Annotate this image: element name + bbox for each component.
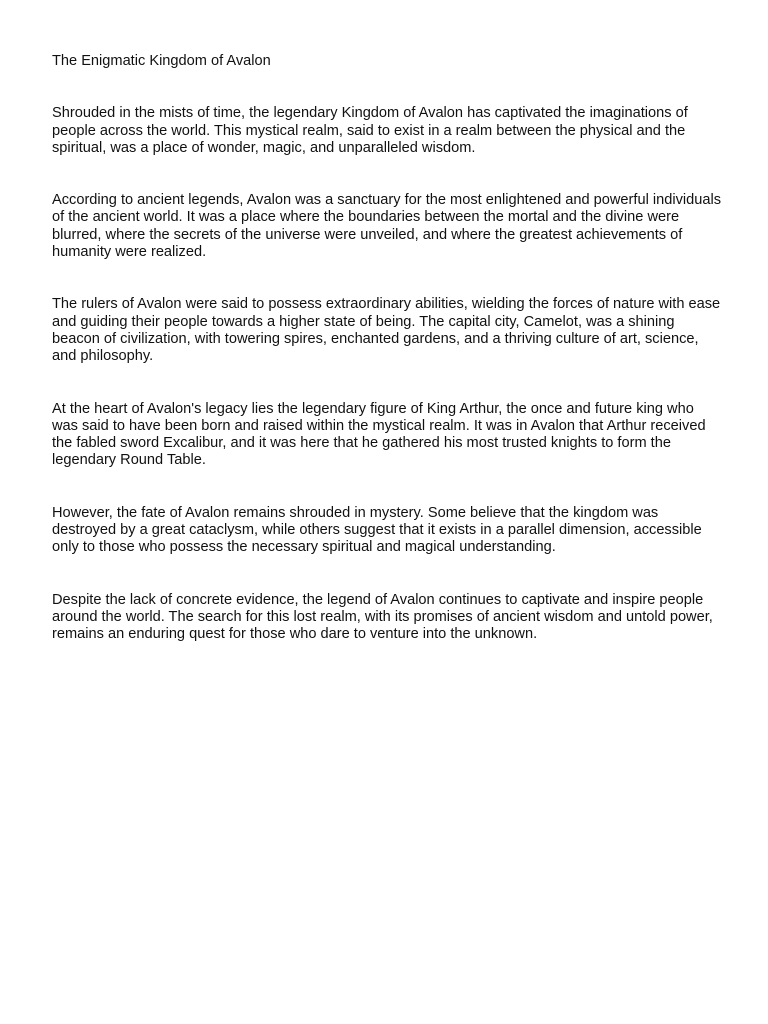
paragraph-king-arthur: At the heart of Avalon's legacy lies the legendary figure of King Arthur, the once and future king who was said to have been born and raised within the mystical realm. It was in Avalon that Arthur received the fabled sword Excalibur, and it was here that he gathered his most trusted knights to form the legendary Round Table. [52,400,706,469]
document-page [52,53,722,679]
document-title: The Enigmatic Kingdom of Avalon [52,53,271,69]
paragraph-enduring-legend: Despite the lack of concrete evidence, the legend of Avalon continues to captivate and inspire people around the world. The search for this lost realm, with its promises of ancient wisdom and untold power, remains an enduring quest for those who dare to venture into the unknown. [52,591,713,643]
paragraph-mists-of-time: Shrouded in the mists of time, the legendary Kingdom of Avalon has captivated the imaginations of people across the world. This mystical realm, said to exist in a realm between the physical and the spiritual, was a place of wonder, magic, and unparalleled wisdom. [52,105,688,156]
paragraph-ancient-legends: According to ancient legends, Avalon was a sanctuary for the most enlightened and powerful individuals of the ancient world. It was a place where the boundaries between the mortal and the divine were blurred, where the secrets of the universe were unveiled, and where the greatest achievements of humanity were realized. [52,192,722,261]
paragraph-rulers-of-avalon: The rulers of Avalon were said to possess extraordinary abilities, wielding the forces of nature with ease and guiding their people towards a higher state of being. The capital city, Camelot, was a shining beacon of civilization, with towering spires, enchanted gardens, and a thriving culture of art, science, and philosophy. [52,296,721,365]
paragraph-fate-of-avalon: However, the fate of Avalon remains shrouded in mystery. Some believe that the kingdom was destroyed by a great cataclysm, while others suggest that it exists in a parallel dimension, accessible only to those who possess the necessary spiritual and magical understanding. [52,504,702,556]
